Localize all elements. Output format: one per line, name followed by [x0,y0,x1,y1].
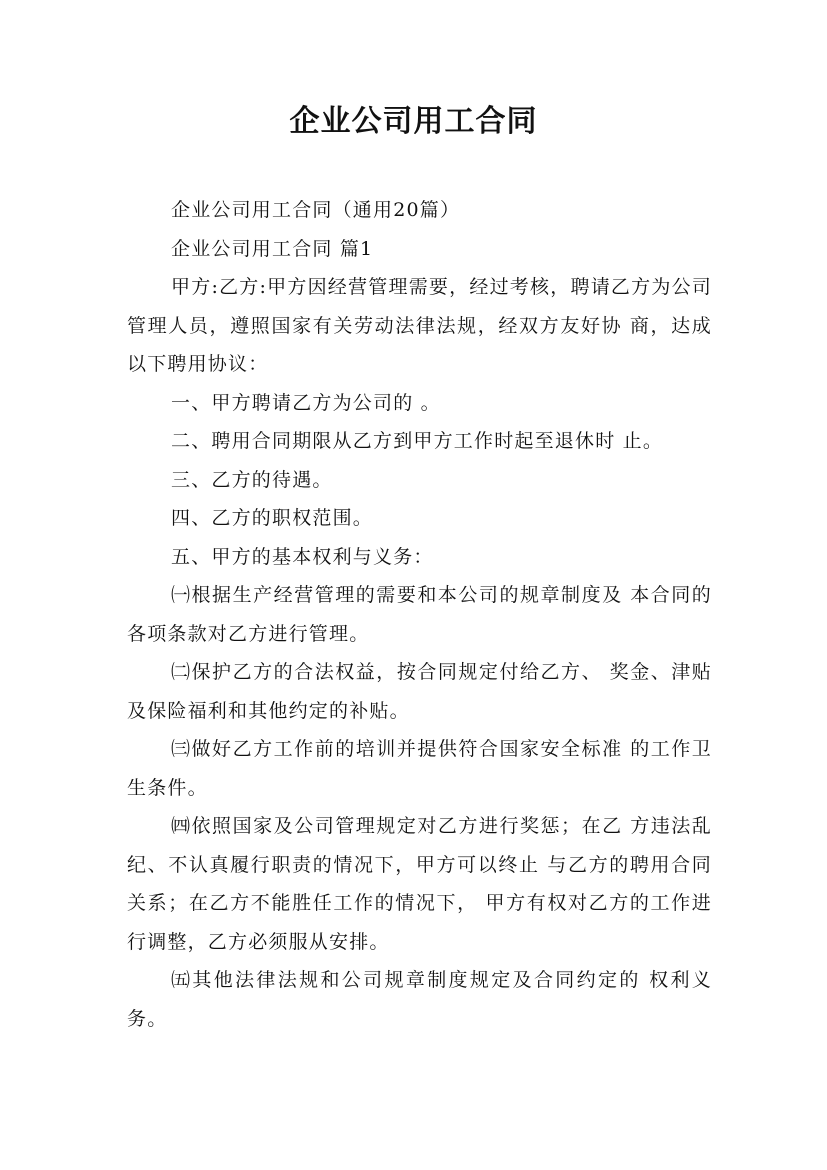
paragraph-subtitle: 企业公司用工合同（通用20篇） [171,199,461,221]
paragraph-intro: 甲方:乙方:甲方因经营管理需要，经过考核，聘请乙方为公司管理人员，遵照国家有关劳动法律法规，经双方友好协 商，达成以下聘用协议： [127,276,712,375]
paragraph-item-5: ㈤其他法律法规和公司规章制度规定及合同约定的 权利义务。 [127,969,712,1030]
paragraph-item-3: ㈢做好乙方工作前的培训并提供符合国家安全标准 的工作卫生条件。 [127,738,712,799]
paragraph-clause-1: 一、甲方聘请乙方为公司的 。 [171,391,441,414]
paragraph-clause-2: 二、聘用合同期限从乙方到甲方工作时起至退休时 止。 [171,430,664,452]
paragraph-clause-3: 三、乙方的待遇。 [171,468,333,491]
document-title: 企业公司用工合同 [289,104,538,139]
paragraph-item-1: ㈠根据生产经营管理的需要和本公司的规章制度及 本合同的各项条款对乙方进行管理。 [127,584,712,645]
paragraph-item-2: ㈡保护乙方的合法权益，按合同规定付给乙方、 奖金、津贴及保险福利和其他约定的补贴。 [127,661,712,722]
paragraph-clause-4: 四、乙方的职权范围。 [171,507,374,529]
paragraph-item-4: ㈣依照国家及公司管理规定对乙方进行奖惩；在乙 方违法乱纪、不认真履行职责的情况下，甲方可以终止 与乙方的聘用合同关系；在乙方不能胜任工作的情况下， 甲方有权对乙方的工作进行调整，乙方必须服从安排。 [127,815,712,953]
paragraph-clause-5: 五、甲方的基本权利与义务： [171,545,434,568]
document-body [127,191,712,1038]
paragraph-section-heading: 企业公司用工合同 篇1 [171,237,374,260]
